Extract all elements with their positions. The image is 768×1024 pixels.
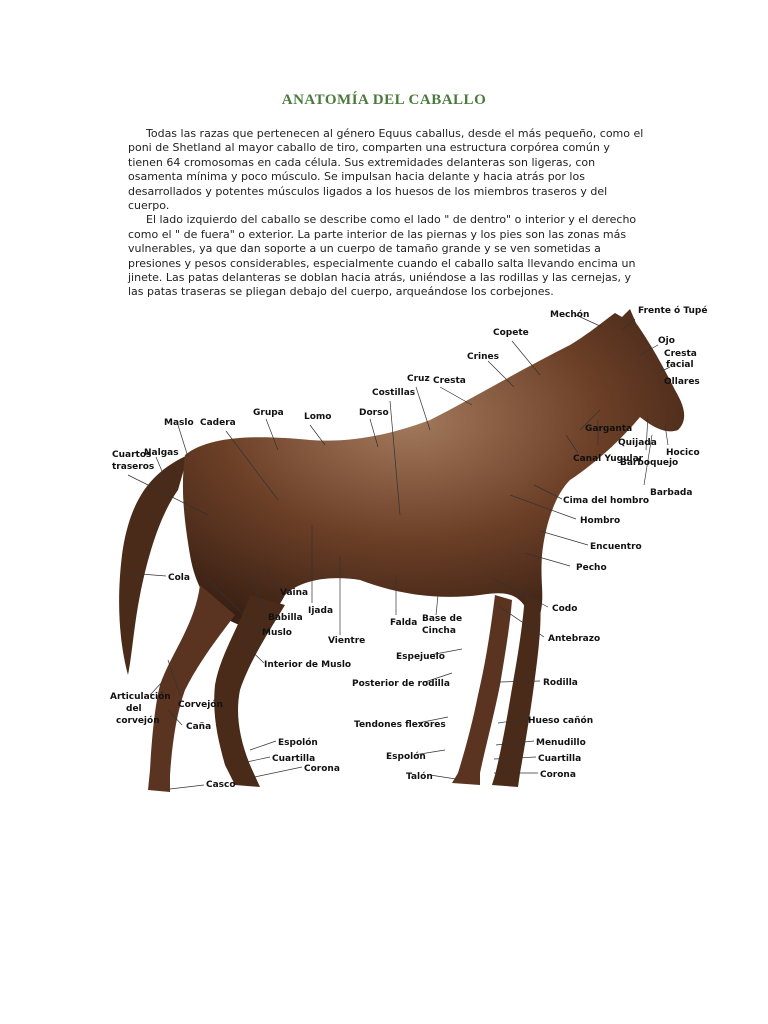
- label-base-cincha-2: Cincha: [422, 626, 456, 636]
- label-ollares: Ollares: [664, 377, 700, 387]
- label-corona-trasera: Corona: [304, 764, 340, 774]
- label-garganta: Garganta: [585, 424, 633, 434]
- label-ijada: Ijada: [308, 606, 334, 616]
- label-crines: Crines: [467, 352, 499, 362]
- body-text: [128, 127, 648, 300]
- label-cuartilla-delantera: Cuartilla: [538, 754, 582, 764]
- label-base-cincha-1: Base de: [422, 614, 463, 624]
- paragraph-1: Todas las razas que pertenecen al género Equus caballus, desde el más pequeño, como el poni de Shetland al mayor caballo de tiro, comparten una estructura corpórea común y tienen 64 cromosomas en cada célula. Sus extremidades delanteras son ligeras, con osamenta mínima y poco músculo. Se impulsan hacia delante y hacia atrás por los desarrollados y potentes músculos ligados a los huesos de los miembros traseros y del cuerpo.: [128, 127, 644, 213]
- label-espolon-trasero: Espolón: [278, 738, 318, 748]
- label-espejuelo: Espejuelo: [396, 652, 445, 662]
- label-rodilla: Rodilla: [543, 678, 578, 688]
- label-menudillo: Menudillo: [536, 738, 586, 748]
- label-cima-hombro: Cima del hombro: [563, 496, 650, 506]
- label-cruz: Cruz: [407, 374, 430, 384]
- label-codo: Codo: [552, 604, 578, 614]
- horse-anatomy-figure: [100, 295, 708, 810]
- horse-anatomy-diagram: [100, 295, 708, 810]
- label-maslo: Maslo: [164, 418, 194, 428]
- label-nalgas: Nalgas: [144, 448, 179, 458]
- label-cana: Caña: [186, 722, 212, 732]
- label-hueso-canon: Hueso cañón: [528, 716, 594, 726]
- label-corona-delantera: Corona: [540, 770, 576, 780]
- horse-body: [183, 309, 684, 625]
- paragraph-2: El lado izquierdo del caballo se describe como el lado " de dentro" o interior y el derecho como el " de fuera" o exterior. La parte interior de las piernas y los pies son las zonas más vulnerables, ya que dan soporte a un cuerpo de tamaño grande y se ven sometidas a presiones y pesos considerables, especialmente cuando el caballo salta llevando encima un jinete. Las patas delanteras se doblan hacia atrás, uniéndose a las rodillas y las cernejas, y las patas traseras se pliegan debajo del cuerpo, arqueándose los corbejones.: [128, 213, 637, 299]
- label-talon: Talón: [406, 772, 433, 782]
- label-interior-muslo: Interior de Muslo: [264, 660, 352, 670]
- label-corvejon: Corvejón: [178, 700, 223, 710]
- label-vaina: Vaina: [280, 588, 309, 598]
- label-mechon: Mechón: [550, 310, 590, 320]
- label-muslo: Muslo: [262, 628, 292, 638]
- label-falda: Falda: [390, 618, 418, 628]
- label-costillas: Costillas: [372, 388, 416, 398]
- label-canal-yugular: Canal Yugular: [573, 454, 644, 464]
- label-articulacion-2: del: [126, 704, 142, 714]
- label-cola: Cola: [168, 573, 190, 583]
- label-barbada: Barbada: [650, 488, 693, 498]
- label-cresta-facial-1: Cresta: [664, 349, 697, 359]
- label-barboquejo: Barboquejo: [620, 458, 679, 468]
- label-vientre: Vientre: [328, 636, 366, 646]
- label-cresta-facial-2: facial: [666, 360, 694, 370]
- label-encuentro: Encuentro: [590, 542, 642, 552]
- label-dorso: Dorso: [359, 408, 389, 418]
- label-babilla: Babilla: [268, 613, 303, 623]
- label-cuartilla-trasera: Cuartilla: [272, 754, 316, 764]
- label-casco: Casco: [206, 780, 236, 790]
- label-articulacion-1: Articulación: [110, 692, 171, 702]
- label-cresta: Cresta: [433, 376, 466, 386]
- label-cuartos-2: traseros: [112, 462, 155, 472]
- label-ojo: Ojo: [658, 336, 675, 346]
- label-cadera: Cadera: [200, 418, 236, 428]
- label-hombro: Hombro: [580, 516, 621, 526]
- label-pecho: Pecho: [576, 563, 607, 573]
- label-hocico: Hocico: [666, 448, 700, 458]
- label-tendones: Tendones flexores: [354, 720, 446, 730]
- page-title: ANATOMÍA DEL CABALLO: [281, 92, 487, 108]
- label-cuartos-1: Cuartos: [112, 450, 152, 460]
- label-lomo: Lomo: [304, 412, 332, 422]
- label-posterior-rodilla: Posterior de rodilla: [352, 679, 450, 689]
- label-articulacion-3: corvejón: [116, 716, 160, 726]
- label-copete: Copete: [493, 328, 529, 338]
- label-quijada: Quijada: [618, 438, 657, 448]
- label-grupa: Grupa: [253, 408, 284, 418]
- label-antebrazo: Antebrazo: [548, 634, 601, 644]
- label-espolon-delantero: Espolón: [386, 752, 426, 762]
- label-frente: Frente ó Tupé: [638, 306, 708, 316]
